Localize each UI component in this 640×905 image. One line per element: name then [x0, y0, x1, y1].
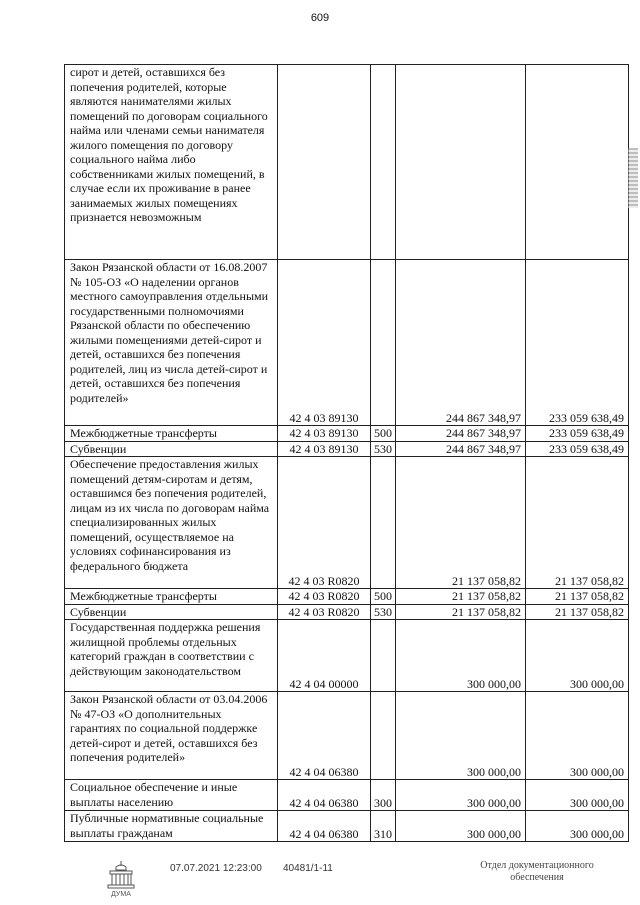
row-amount-2: 233 059 638,49	[526, 260, 629, 426]
row-amount-2: 300 000,00	[526, 780, 629, 811]
table-row	[65, 441, 629, 457]
row-description: Закон Рязанской области от 16.08.2007 № 105-ОЗ «О наделении органов местного самоуправления отдельными государственными полномочиями Рязанской области по обеспечению жилыми помещениями детей-сирот и детей, оставшихся без попечения родителей, лиц из числа детей-сирот и детей, оставшихся без попечения родителей»	[65, 260, 278, 426]
row-amount-1: 244 867 348,97	[396, 260, 526, 426]
row-code: 42 4 03 R0820	[278, 604, 371, 620]
row-amount-1: 300 000,00	[396, 811, 526, 842]
row-amount-1: 21 137 058,82	[396, 604, 526, 620]
stamp-line-2: обеспечения	[510, 872, 564, 883]
row-description: Государственная поддержка решения жилищной проблемы отдельных категорий граждан в соответствии с действующим законодательством	[65, 620, 278, 692]
row-description: Закон Рязанской области от 03.04.2006 № 47-ОЗ «О дополнительных гарантиях по социальной поддержке детей-сирот и детей, оставшихся без попечения родителей»	[65, 692, 278, 780]
budget-table	[64, 64, 629, 842]
row-expense-type	[371, 260, 396, 426]
row-amount-1: 244 867 348,97	[396, 426, 526, 442]
department-stamp	[462, 860, 612, 884]
row-expense-type	[371, 457, 396, 589]
row-description: Социальное обеспечение и иные выплаты населению	[65, 780, 278, 811]
row-code: 42 4 04 00000	[278, 620, 371, 692]
row-amount-2: 300 000,00	[526, 811, 629, 842]
row-description: Публичные нормативные социальные выплаты гражданам	[65, 811, 278, 842]
table-row	[65, 426, 629, 442]
row-amount-2: 233 059 638,49	[526, 426, 629, 442]
row-amount-2: 21 137 058,82	[526, 457, 629, 589]
row-amount-1: 300 000,00	[396, 620, 526, 692]
row-expense-type	[371, 692, 396, 780]
row-code: 42 4 03 89130	[278, 441, 371, 457]
row-amount-2: 300 000,00	[526, 692, 629, 780]
row-amount-2: 21 137 058,82	[526, 604, 629, 620]
row-expense-type: 310	[371, 811, 396, 842]
footer-reg-number: 40481/1-11	[283, 863, 333, 874]
row-amount-2: 300 000,00	[526, 620, 629, 692]
row-expense-type: 300	[371, 780, 396, 811]
row-code	[278, 65, 371, 260]
row-expense-type	[371, 65, 396, 260]
row-code: 42 4 03 89130	[278, 260, 371, 426]
row-code: 42 4 04 06380	[278, 692, 371, 780]
row-description: Субвенции	[65, 604, 278, 620]
row-description: Межбюджетные трансферты	[65, 589, 278, 605]
footer-date: 07.07.2021 12:23:00	[170, 863, 262, 874]
row-code: 42 4 04 06380	[278, 780, 371, 811]
table-row	[65, 65, 629, 260]
row-amount-1: 21 137 058,82	[396, 589, 526, 605]
row-description: Обеспечение предоставления жилых помещений детям-сиротам и детям, оставшимся без попечения родителей, лицам из их числа по договорам найма специализированных жилых помещений, осуществляемое на условиях софинансирования из федерального бюджета	[65, 457, 278, 589]
table-row	[65, 457, 629, 589]
row-description: Межбюджетные трансферты	[65, 426, 278, 442]
emblem-label: ДУМА	[111, 891, 131, 898]
table-row	[65, 260, 629, 426]
row-code: 42 4 03 R0820	[278, 589, 371, 605]
table-row	[65, 811, 629, 842]
table-row	[65, 620, 629, 692]
row-amount-1	[396, 65, 526, 260]
duma-emblem-icon	[104, 858, 138, 898]
scan-edge-mark	[628, 148, 638, 208]
row-expense-type: 530	[371, 604, 396, 620]
row-amount-1: 300 000,00	[396, 692, 526, 780]
table-row	[65, 589, 629, 605]
table-row	[65, 692, 629, 780]
row-expense-type: 500	[371, 589, 396, 605]
row-expense-type: 500	[371, 426, 396, 442]
row-description: Субвенции	[65, 441, 278, 457]
row-amount-1: 300 000,00	[396, 780, 526, 811]
table-row	[65, 780, 629, 811]
row-amount-1: 244 867 348,97	[396, 441, 526, 457]
row-code: 42 4 03 89130	[278, 426, 371, 442]
row-amount-1: 21 137 058,82	[396, 457, 526, 589]
row-amount-2	[526, 65, 629, 260]
row-expense-type: 530	[371, 441, 396, 457]
row-expense-type	[371, 620, 396, 692]
row-code: 42 4 03 R0820	[278, 457, 371, 589]
row-amount-2: 21 137 058,82	[526, 589, 629, 605]
table-row	[65, 604, 629, 620]
stamp-line-1: Отдел документационного	[480, 860, 594, 871]
row-code: 42 4 04 06380	[278, 811, 371, 842]
row-description: сирот и детей, оставшихся без попечения родителей, которые являются нанимателями жилых помещений по договорам социального найма или членами семьи нанимателя жилого помещения по договору социального найма либо собственниками жилых помещений, в случае если их проживание в ранее занимаемых жилых помещениях признается невозможным	[65, 65, 278, 260]
row-amount-2: 233 059 638,49	[526, 441, 629, 457]
page-number: 609	[310, 12, 330, 24]
document-footer	[0, 858, 640, 898]
